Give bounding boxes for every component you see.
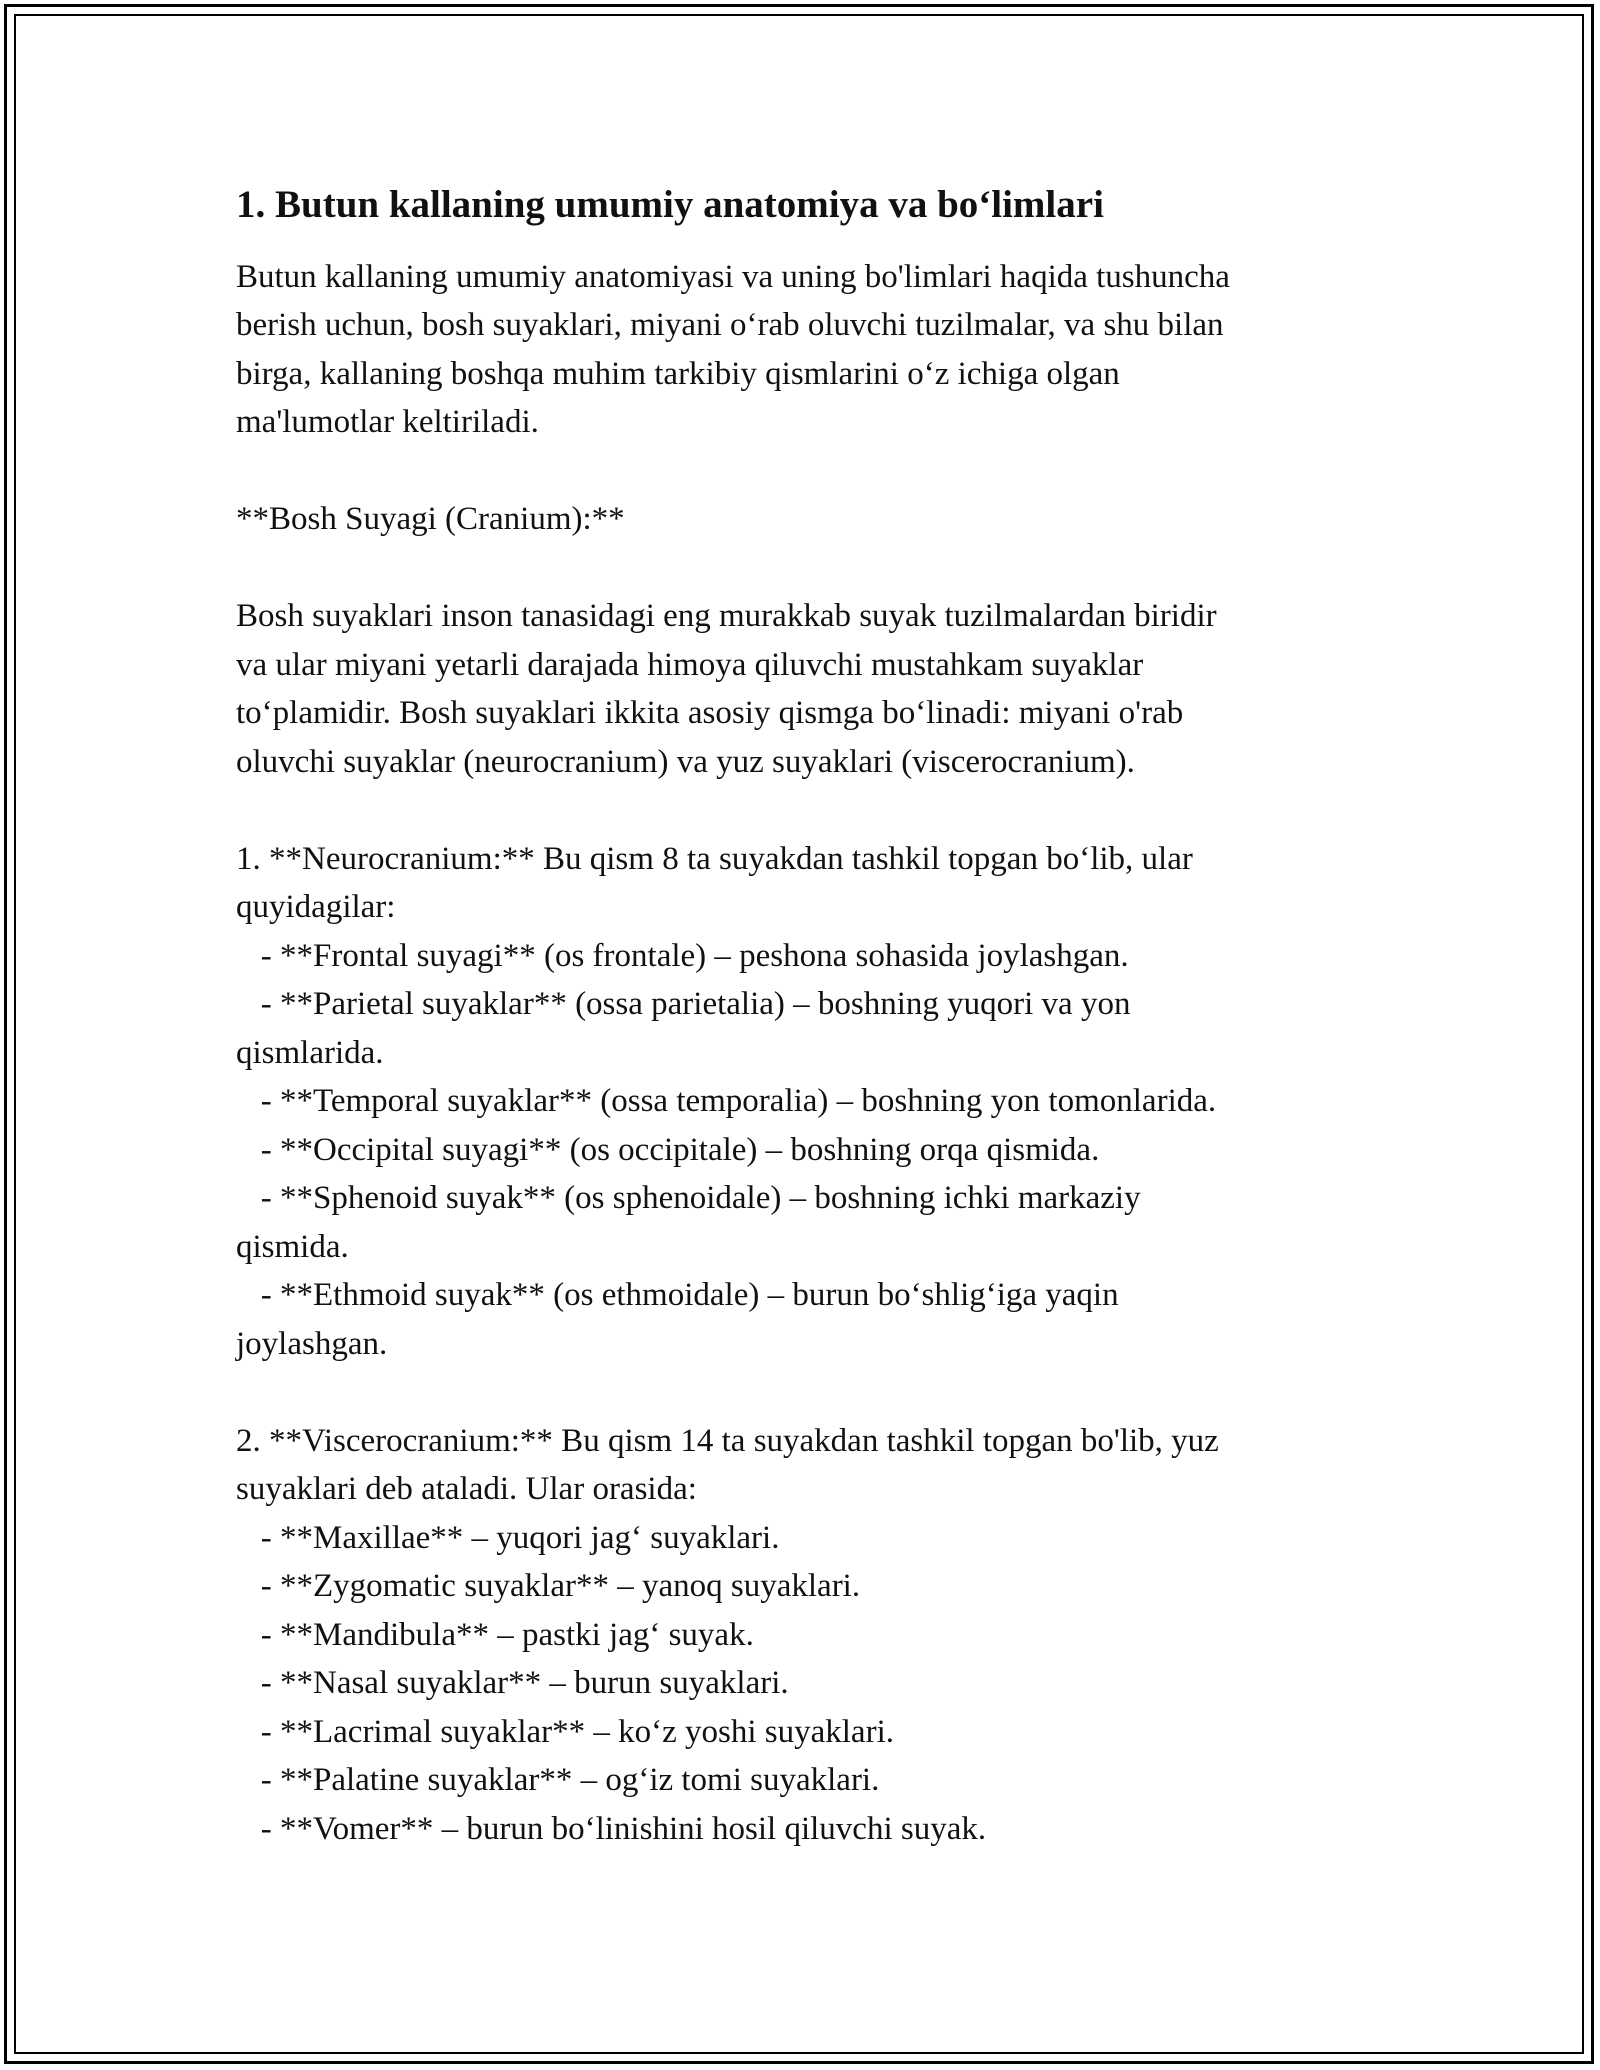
cranium-paragraph [236,592,1386,786]
text-line: **Bosh Suyagi (Cranium):** [236,501,625,538]
list-item: - **Maxillae** – yuqori jag‘ suyaklari. [236,1519,780,1556]
text-line: va ular miyani yetarli darajada himoya qiluvchi mustahkam suyaklar [236,646,1144,683]
list-item: - **Occipital suyagi** (os occipitale) – boshning orqa qismida. [236,1131,1100,1168]
list-item: joylashgan. [236,1325,388,1362]
document-body [236,180,1386,1853]
list-item: - **Zygomatic suyaklar** – yanoq suyaklari. [236,1568,861,1605]
neurocranium-list [236,835,1386,1369]
list-item: - **Parietal suyaklar** (ossa parietalia) – boshning yuqori va yon [236,986,1131,1023]
text-line: to‘plamidir. Bosh suyaklari ikkita asosiy qismga bo‘linadi: miyani o'rab [236,695,1184,732]
section-heading [236,495,1386,544]
paragraph-gap [236,1368,1386,1417]
list-item: suyaklari deb ataladi. Ular orasida: [236,1471,697,1508]
text-line: Butun kallaning umumiy anatomiyasi va uning bo'limlari haqida tushuncha [236,258,1230,295]
text-line: Bosh suyaklari inson tanasidagi eng murakkab suyak tuzilmalardan biridir [236,598,1217,635]
viscerocranium-list [236,1417,1386,1854]
text-line: ma'lumotlar keltiriladi. [236,404,539,441]
document-title: 1. Butun kallaning umumiy anatomiya va bo‘limlari [236,183,1104,226]
list-item: - **Vomer** – burun bo‘linishini hosil qiluvchi suyak. [236,1810,987,1847]
text-line: berish uchun, bosh suyaklari, miyani o‘rab oluvchi tuzilmalar, va shu bilan [236,307,1224,344]
list-item: - **Palatine suyaklar** – og‘iz tomi suyaklari. [236,1762,880,1799]
list-item: quyidagilar: [236,889,396,926]
paragraph-gap [236,786,1386,835]
list-item: - **Temporal suyaklar** (ossa temporalia) – boshning yon tomonlarida. [236,1083,1217,1120]
list-item: qismlarida. [236,1034,384,1071]
text-line: birga, kallaning boshqa muhim tarkibiy qismlarini o‘z ichiga olgan [236,355,1120,392]
intro-paragraph [236,253,1386,447]
list-item: 2. **Viscerocranium:** Bu qism 14 ta suyakdan tashkil topgan bo'lib, yuz [236,1422,1219,1459]
list-item: - **Frontal suyagi** (os frontale) – peshona sohasida joylashgan. [236,937,1129,974]
list-item: - **Lacrimal suyaklar** – ko‘z yoshi suyaklari. [236,1713,894,1750]
paragraph-gap [236,544,1386,593]
list-item: 1. **Neurocranium:** Bu qism 8 ta suyakdan tashkil topgan bo‘lib, ular [236,840,1193,877]
list-item: - **Sphenoid suyak** (os sphenoidale) – boshning ichki markaziy [236,1180,1141,1217]
list-item: qismida. [236,1228,349,1265]
list-item: - **Nasal suyaklar** – burun suyaklari. [236,1665,789,1702]
list-item: - **Ethmoid suyak** (os ethmoidale) – burun bo‘shlig‘iga yaqin [236,1277,1119,1314]
text-line: oluvchi suyaklar (neurocranium) va yuz suyaklari (viscerocranium). [236,743,1135,780]
paragraph-gap [236,447,1386,496]
list-item: - **Mandibula** – pastki jag‘ suyak. [236,1616,754,1653]
